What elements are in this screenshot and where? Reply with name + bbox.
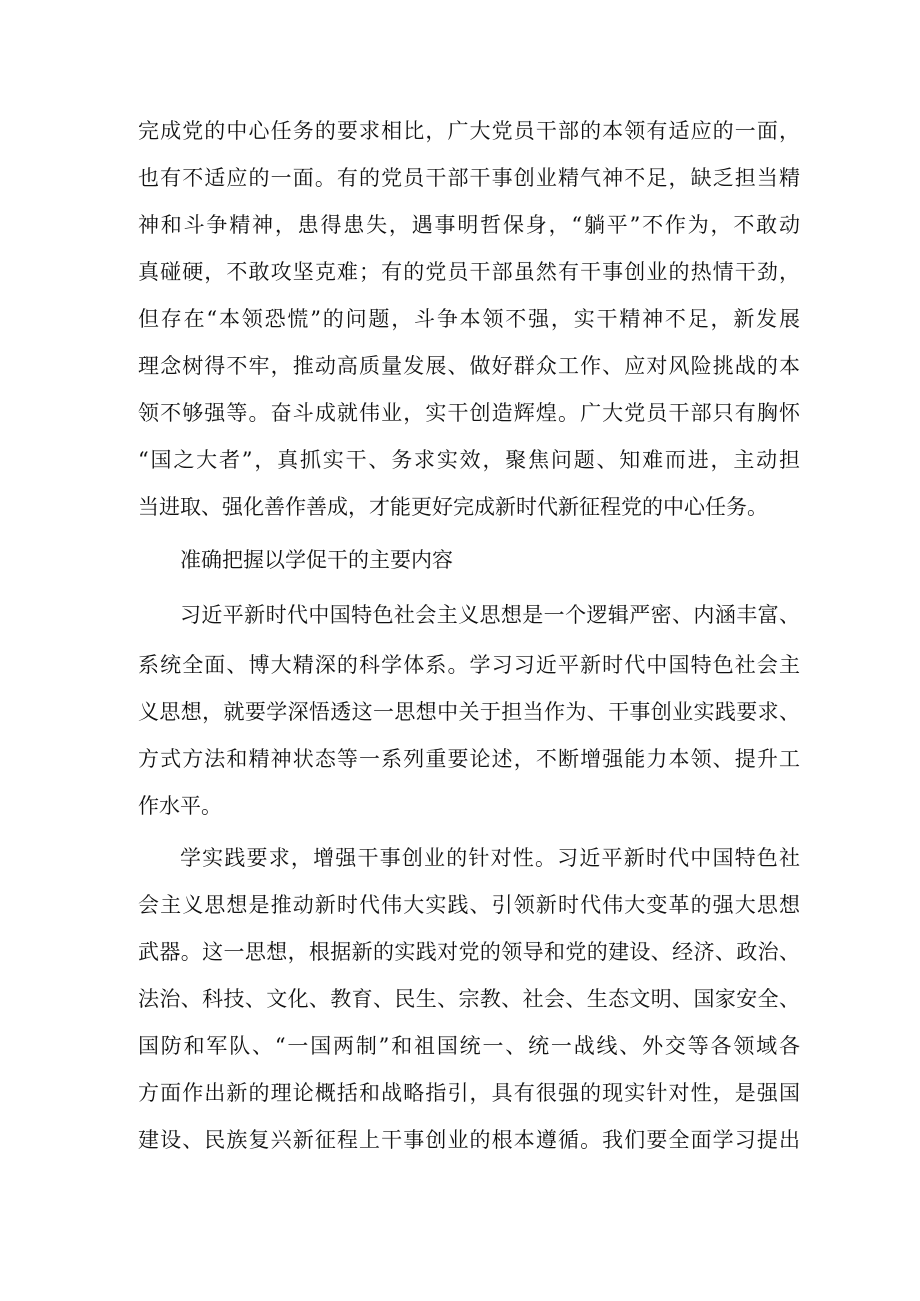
text-line: 神和斗争精神，患得患失，遇事明哲保身，“躺平”不作为，不敢动 — [138, 213, 800, 237]
text-line: 习近平新时代中国特色社会主义思想是一个逻辑严密、内涵丰富、 — [180, 603, 800, 627]
text-line: 武器。这一思想，根据新的实践对党的领导和党的建设、经济、政治、 — [138, 940, 800, 964]
text-line: 方式方法和精神状态等一系列重要论述，不断增强能力本领、提升工 — [138, 747, 800, 771]
text-line: 国防和军队、“一国两制”和祖国统一、统一战线、外交等各领域各 — [138, 1034, 800, 1058]
text-line: 会主义思想是推动新时代伟大实践、引领新时代伟大变革的强大思想 — [138, 893, 800, 917]
text-line: 但存在“本领恐慌”的问题，斗争本领不强，实干精神不足，新发展 — [138, 307, 800, 331]
text-line: 方面作出新的理论概括和战略指引，具有很强的现实针对性，是强国 — [138, 1081, 800, 1105]
text-line: 也有不适应的一面。有的党员干部干事创业精气神不足，缺乏担当精 — [138, 166, 800, 190]
text-line: 建设、民族复兴新征程上干事创业的根本遵循。我们要全面学习提出 — [138, 1128, 800, 1152]
text-line: 义思想，就要学深悟透这一思想中关于担当作为、干事创业实践要求、 — [138, 700, 800, 724]
text-line: 真碰硬，不敢攻坚克难；有的党员干部虽然有干事创业的热情干劲， — [138, 260, 800, 284]
text-line: 作水平。 — [138, 794, 222, 818]
section-heading: 准确把握以学促干的主要内容 — [180, 548, 453, 572]
text-line: 理念树得不牢，推动高质量发展、做好群众工作、应对风险挑战的本 — [138, 354, 800, 378]
text-line: “国之大者”，真抓实干、务求实效，聚焦问题、知难而进，主动担 — [138, 448, 800, 472]
text-line: 系统全面、博大精深的科学体系。学习习近平新时代中国特色社会主 — [138, 653, 800, 677]
text-line: 领不够强等。奋斗成就伟业，实干创造辉煌。广大党员干部只有胸怀 — [138, 401, 800, 425]
text-line: 当进取、强化善作善成，才能更好完成新时代新征程党的中心任务。 — [138, 495, 768, 519]
text-line: 法治、科技、文化、教育、民生、宗教、社会、生态文明、国家安全、 — [138, 987, 800, 1011]
text-line: 学实践要求，增强干事创业的针对性。习近平新时代中国特色社 — [180, 846, 800, 870]
text-line: 完成党的中心任务的要求相比，广大党员干部的本领有适应的一面， — [138, 119, 800, 143]
